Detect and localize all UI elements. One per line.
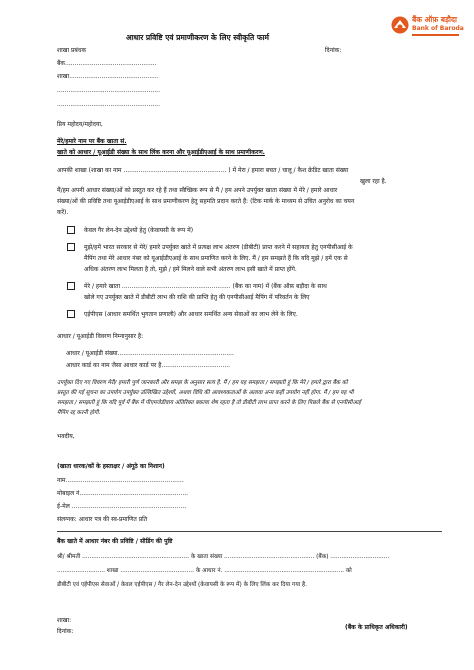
- subject-line-2: खाते को आधार / यूआईडी संख्या के साथ लिंक करना और यूआईडीएआई के साथ प्रमाणीकरण.: [57, 149, 265, 156]
- salutation: प्रिय महोदय/महोदया,: [57, 121, 103, 128]
- option-2-line-1: मुझे/हमें भारत सरकार से मेरे/ हमारे उपर्युक्त खाते में प्रत्यक्ष लाभ अंतरण (डीबीटी) प्राप्त करने में सहायता हेतु एनपीसीआई के: [84, 244, 353, 251]
- holder-heading: (खाता धारक/कों के हस्ताक्षर / अंगूठे का निशान): [57, 463, 165, 470]
- bank-logo: [391, 14, 463, 44]
- option-2-line-3: अधिक अंतरण लाभ मिलता है तो, मुझे / हमें मिलने वाले सभी अंतरण लाभ इसी खाते में प्राप्त होंगे.: [84, 266, 297, 273]
- holder-name-line: नाम..............................................................: [57, 477, 184, 484]
- holder-enclosure: संलग्नक: आधार पत्र की स्व-प्रमाणित प्रति: [57, 516, 148, 523]
- bank-section-heading: बैंक खाते में आधार नंबर की प्रविष्टि / सीडिंग की पुष्टि: [57, 538, 173, 545]
- option-3-checkbox[interactable]: [67, 282, 75, 290]
- bank-section-date: दिनांक:: [57, 628, 74, 635]
- para2-line-2: संख्या/ओं की प्रविष्टि तथा यूआईडीएआई के साथ प्रमाणीकरण हेतु सहमति प्रदान करते हैं: (टिक मार्क के माध्यम से उचित अनुरोध का चयन: [57, 198, 355, 205]
- declaration-line-4: मैपिंग रद्द करनी होगी.: [57, 410, 101, 416]
- option-3-line-1: मेरे / हमारे खाता ......................................................... (बैंक का नाम) में (बैंक ऑफ़ बड़ौदा के साथ: [84, 283, 327, 290]
- option-2-checkbox[interactable]: [67, 243, 75, 251]
- bank-section-branch: शाखा:: [57, 617, 72, 624]
- section-divider: [57, 531, 442, 532]
- subject-line-1: मेरे/हमारे नाम पर बैंक खाता सं.: [57, 138, 127, 145]
- closing: भवदीय,: [57, 433, 75, 440]
- logo-name-english: Bank of Baroda: [412, 25, 464, 32]
- para2-line-1: मैं/हम अपनी आधार संख्या/ओं को प्रस्तुत कर रहे हैं तथा स्वैच्छिक रूप से मैं / हम अपने उपर्युक्त खाता संख्या में मेरे / हमारे आधार: [57, 187, 338, 194]
- aadhaar-name-line: आधार कार्ड का नाम जैसा आधार कार्ड पर है....................................: [66, 362, 231, 369]
- holder-mobile-line: मोबाइल नं.........................................................: [57, 490, 189, 497]
- option-4-label: एईपीएस (आधार समर्थित भुगतान प्रणाली) और आधार समर्थित अन्य सेवाओं का लाभ लेने के लिए.: [84, 311, 298, 318]
- aadhaar-heading: आधार / यूआईडी विवरण निम्नानुसार है:: [57, 333, 144, 340]
- form-title: आधार प्रविष्टि एवं प्रमाणीकरण के लिए स्वीकृति फार्म: [126, 33, 270, 42]
- address-to: शाखा प्रबंधक: [57, 47, 87, 54]
- authorized-officer: (बैंक के प्राधिकृत अधिकारी): [345, 624, 408, 631]
- logo-underline: [412, 34, 459, 36]
- aadhaar-number-line: आधार / यूआईडी संख्या.............................................................: [66, 350, 234, 357]
- declaration-line-1: उपर्युक्त दिए गए विवरण मेरी/ हमारी पूर्ण जानकारी और समझ के अनुसार सत्य है. मैं / हम यह समझता / समझती हूं कि मेरे / हमारे द्वारा बैंक को: [57, 380, 348, 386]
- address-blank-1: ......................................................: [57, 87, 160, 94]
- bank-line: बैंक................................................: [57, 60, 157, 67]
- declaration-line-2: प्रस्तुत की गई सूचना का उपयोग उपर्युक्त उल्लिखित उद्देश्यों, अथवा विधि की आवश्यकताओं के अलावा अन्य कहीं उपयोग नहीं होगा. मैं / हम यह भी: [57, 390, 354, 396]
- para1-line-a: आपकी शाखा (शाखा का नाम ...................................................... ) में मेरा / हमारा बचत / चालू / कैश क्रेडिट खाता संख्या: [57, 167, 349, 174]
- bank-section-line-1: श्री/ श्रीमती .......................................................... के खाता संख्या ................................................. (बैंक) ................................: [57, 554, 390, 560]
- option-4-checkbox[interactable]: [67, 310, 75, 318]
- option-3-line-2: खोले गए उपर्युक्त खाते में डीबीटी लाभ की राशि की प्राप्ति हेतु की एनपीसीआई मैपिंग में परिवर्तन के लिए: [84, 294, 310, 301]
- option-1-checkbox[interactable]: [67, 226, 75, 234]
- address-blank-2: ......................................................: [57, 101, 160, 108]
- bank-section-line-2: .......................... शाखा ........................................ के आधार नं. ................................................................. को: [57, 568, 352, 574]
- option-1-label: केवल गैर लेन-देन उद्देश्यों हेतु (केवायसी के रूप में): [84, 227, 194, 234]
- bank-logo-icon: [391, 16, 409, 34]
- option-2-line-2: मैपिंग तथा मेरे आधार नंबर को यूआईडीएआई के साथ प्रमाणित करने के लिए. मैं / हम समझते हैं कि यदि मुझे / हमें एक से: [84, 255, 348, 262]
- bank-section-line-3: डीबीटी एवं एईपीएस सेवाओं / केवल एईपीएस / गैर लेन-देन उद्देश्यों (केवायसी के रूप में) के लिए लिंक कर दिया गया है.: [57, 582, 307, 588]
- para2-line-3: करें).: [57, 209, 69, 216]
- declaration-line-3: समझता / समझती हूं कि यदि पूर्व में बैंक में पीएमजेडीवाय अंतिरिक्त बकाया शेष रहता है तो डीबीटी लाभ प्राप्त करने के लिए पिछले बैंक से एनपीसीआई: [57, 400, 361, 406]
- date-label: दिनांक:: [325, 47, 342, 54]
- holder-email-line: ई-मेल ............................................................: [57, 503, 187, 510]
- para1-line-b: खुला रहा है.: [360, 178, 387, 185]
- logo-name-hindi: बैंक ऑफ़ बड़ौदा: [412, 15, 457, 24]
- branch-line: शाखा...............................................: [57, 73, 159, 80]
